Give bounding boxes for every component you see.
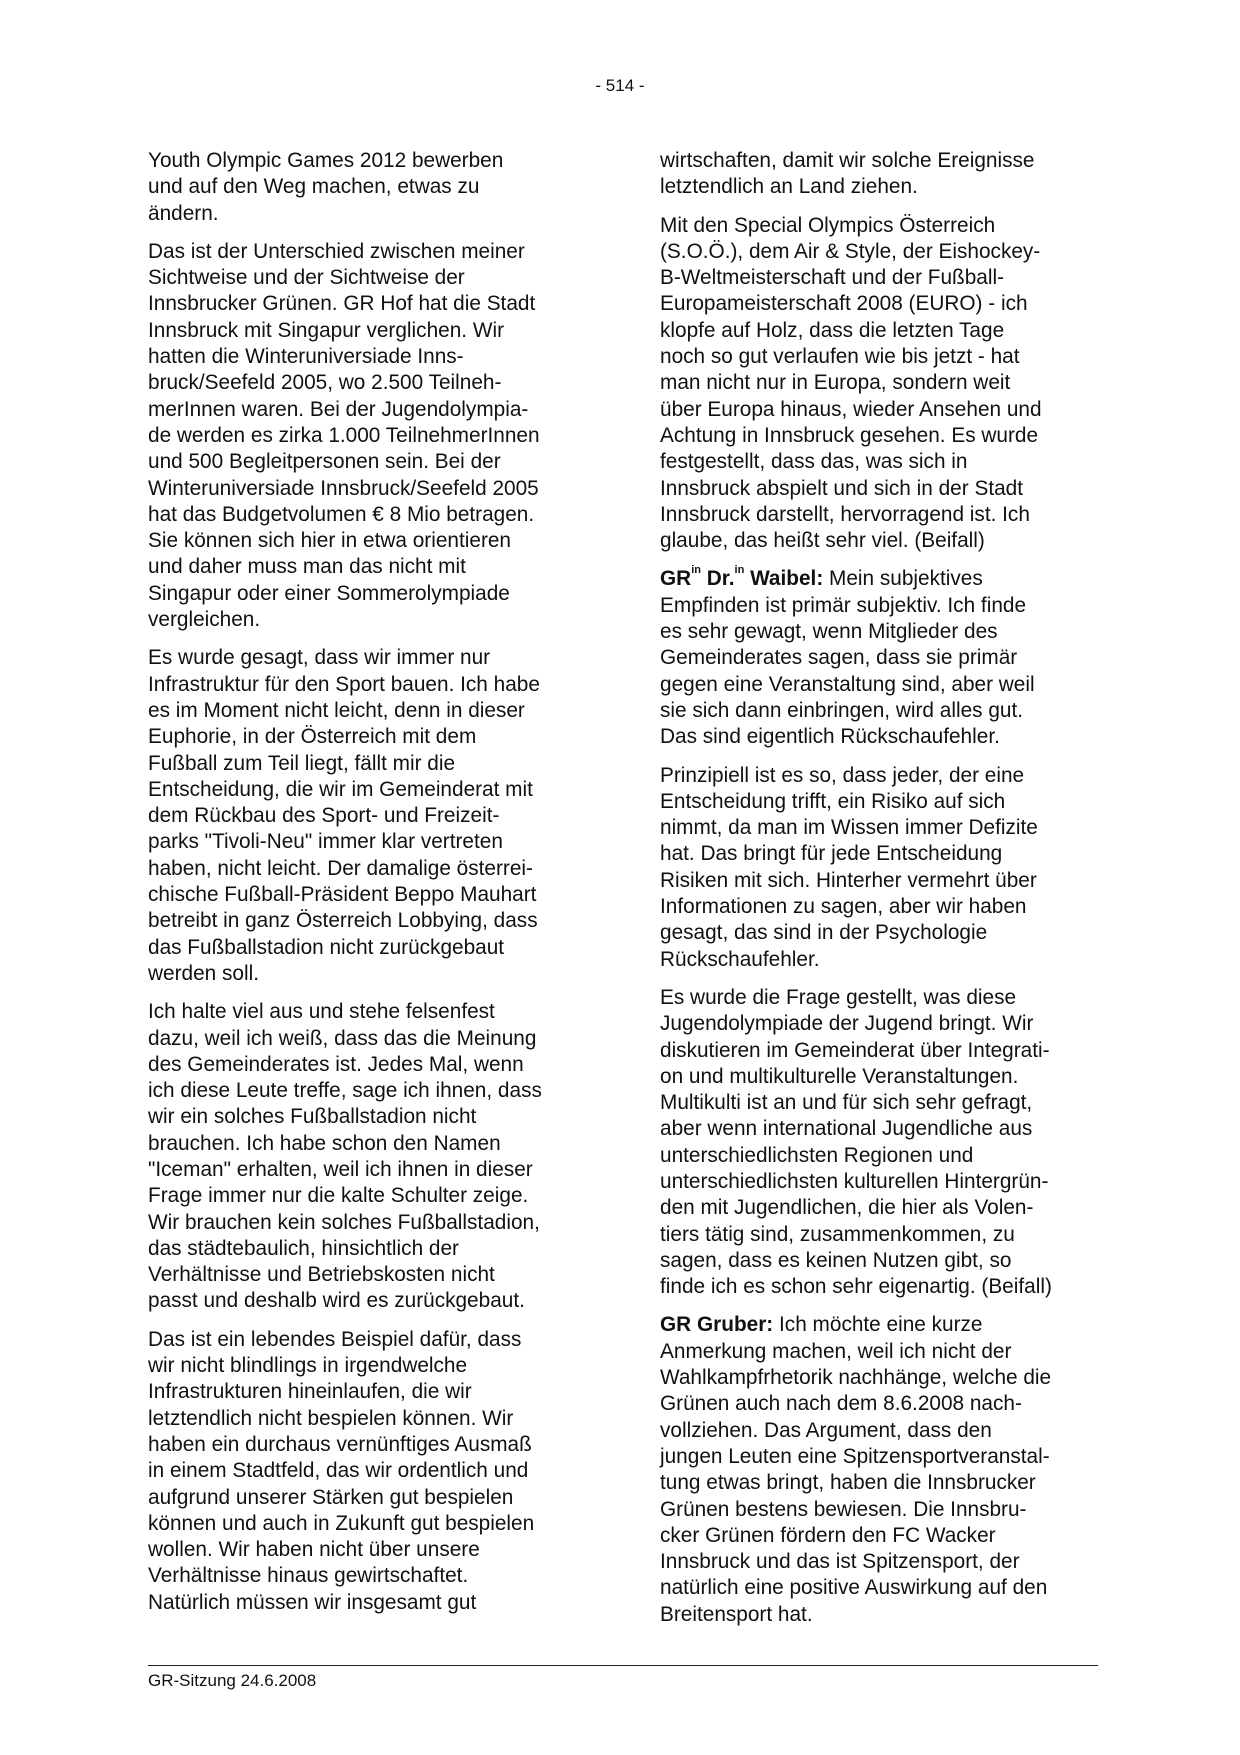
text-line: Fußball zum Teil liegt, fällt mir die [148,751,456,775]
text-line: brauchen. Ich habe schon den Namen [148,1131,501,1155]
text-line: in einem Stadtfeld, das wir ordentlich und [148,1459,529,1483]
speaker-paragraph-gruber [660,1312,1100,1628]
text-line: Jugendolympiade der Jugend bringt. Wir [660,1012,1034,1036]
text-line: Empfinden ist primär subjektiv. Ich finde [660,593,1027,617]
text-line: Anmerkung machen, weil ich nicht der [660,1339,1012,1363]
text-line: Grünen bestens bewiesen. Die Innsbru- [660,1497,1027,1521]
text-line: Achtung in Innsbruck gesehen. Es wurde [660,423,1039,447]
speaker-name: GR Gruber: [660,1313,774,1337]
paragraph-lines [660,593,1100,751]
text-line: sagen, dass es keinen Nutzen gibt, so [660,1248,1012,1272]
text-line: wollen. Wir haben nicht über unsere [148,1538,480,1562]
text-line: aber wenn international Jugendliche aus [660,1117,1033,1141]
text-line: unterschiedlichsten kulturellen Hintergrün- [660,1169,1049,1193]
text-line: wir nicht blindlings in irgendwelche [148,1354,468,1378]
text-line: Wir brauchen kein solches Fußballstadion, [148,1210,540,1234]
text-line: Risiken mit sich. Hinterher vermehrt über [660,868,1037,892]
page-number: - 514 - [595,76,645,95]
footer-divider [148,1665,1098,1666]
text-line: Prinzipiell ist es so, dass jeder, der eine [660,763,1025,787]
text-line: de werden es zirka 1.000 TeilnehmerInnen [148,423,540,447]
text-line: Sichtweise und der Sichtweise der [148,266,465,290]
paragraph [660,148,1100,201]
text-line: Entscheidung trifft, ein Risiko auf sich [660,789,1006,813]
text-line: gegen eine Veranstaltung sind, aber weil [660,672,1035,696]
text-line: Euphorie, in der Österreich mit dem [148,725,477,749]
text-line: Gemeinderates sagen, dass sie primär [660,646,1018,670]
footer-text: GR-Sitzung 24.6.2008 [148,1671,317,1690]
text-line: Innsbruck und das ist Spitzensport, der [660,1550,1020,1574]
text-line: bruck/Seefeld 2005, wo 2.500 Teilneh- [148,371,502,395]
text-line: gesagt, das sind in der Psychologie [660,921,988,945]
text-line: Mit den Special Olympics Österreich [660,213,996,237]
text-line: Sie können sich hier in etwa orientieren [148,529,512,553]
speaker-paragraph-waibel [660,566,1100,750]
text-line: haben ein durchaus vernünftiges Ausmaß [148,1432,532,1456]
text-line: Es wurde gesagt, dass wir immer nur [148,646,491,670]
text-line: on und multikulturelle Veranstaltungen. [660,1064,1019,1088]
text-line: Infrastruktur für den Sport bauen. Ich habe [148,672,540,696]
text-line: Entscheidung, die wir im Gemeinderat mit [148,777,533,801]
text-line: Innsbruck abspielt und sich in der Stadt [660,476,1024,500]
text-line: des Gemeinderates ist. Jedes Mal, wenn [148,1052,524,1076]
text-line: Informationen zu sagen, aber wir haben [660,895,1027,919]
text-line: B-Weltmeisterschaft und der Fußball- [660,266,1005,290]
text-line: noch so gut verlaufen wie bis jetzt - hat [660,345,1020,369]
text-line: Innsbrucker Grünen. GR Hof hat die Stadt [148,292,536,316]
text-line: $GR^{in}$ Dr.$^{in}$ Waibel: Mein subjektives [660,564,983,591]
text-line: letztendlich nicht bespielen können. Wir [148,1406,514,1430]
text-line: passt und deshalb wird es zurückgebaut. [148,1289,525,1313]
text-line: tiers tätig sind, zusammenkommen, zu [660,1222,1015,1246]
text-line: nimmt, da man im Wissen immer Defizite [660,816,1038,840]
text-line: "Iceman" erhalten, weil ich ihnen in dieser [148,1157,533,1181]
text-line: tung etwas bringt, haben die Innsbrucker [660,1471,1036,1495]
text-line: Rückschaufehler. [660,947,820,971]
text-line: glaube, das heißt sehr viel. (Beifall) [660,529,985,553]
text-line: Ich halte viel aus und stehe felsenfest [148,1000,495,1024]
right-column [660,148,1100,1640]
text-line: Winteruniversiade Innsbruck/Seefeld 2005 [148,476,539,500]
paragraph [148,645,588,987]
text-line: das Fußballstadion nicht zurückgebaut [148,935,505,959]
text-line: Wahlkampfrhetorik nachhänge, welche die [660,1366,1052,1390]
paragraph [660,985,1100,1301]
text-line: Das ist der Unterschied zwischen meiner [148,239,525,263]
text-line: jungen Leuten eine Spitzensportveranstal- [660,1444,1050,1468]
text-line: Infrastrukturen hineinlaufen, die wir [148,1380,472,1404]
text-line: man nicht nur in Europa, sondern weit [660,371,1011,395]
text-line: cker Grünen fördern den FC Wacker [660,1523,996,1547]
text-line: Singapur oder einer Sommerolympiade [148,581,510,605]
text-line: Grünen auch nach dem 8.6.2008 nach- [660,1392,1022,1416]
text-line: Innsbruck mit Singapur verglichen. Wir [148,318,504,342]
text-line: Verhältnisse und Betriebskosten nicht [148,1263,495,1287]
paragraph [148,148,588,227]
text-line: natürlich eine positive Auswirkung auf den [660,1576,1048,1600]
text-line: klopfe auf Holz, dass die letzten Tage [660,318,1005,342]
left-column [148,148,588,1628]
text-line: Multikulti ist an und für sich sehr gefragt, [660,1091,1033,1115]
text-line: Europameisterschaft 2008 (EURO) - ich [660,292,1028,316]
text-line: ich diese Leute treffe, sage ich ihnen, dass [148,1079,542,1103]
text-line: dazu, weil ich weiß, dass das die Meinung [148,1026,537,1050]
speaker-name: $GR^{in}$ Dr.$^{in}$ Waibel: [660,564,824,591]
text-line: haben, nicht leicht. Der damalige österrei- [148,856,533,880]
text-line: unterschiedlichsten Regionen und [660,1143,974,1167]
text-line: den mit Jugendlichen, die hier als Volen- [660,1196,1034,1220]
text-line: Das sind eigentlich Rückschaufehler. [660,725,1000,749]
text-line: letztendlich an Land ziehen. [660,175,918,199]
paragraph [660,213,1100,555]
text-line: werden soll. [148,961,259,985]
text-line: Natürlich müssen wir insgesamt gut [148,1590,477,1614]
paragraph-lines [660,1339,1100,1628]
text-line: Breitensport hat. [660,1602,813,1626]
text-line: und auf den Weg machen, etwas zu [148,175,480,199]
text-line: sie sich dann einbringen, wird alles gut. [660,698,1024,722]
text-line: finde ich es schon sehr eigenartig. (Beifall) [660,1275,1052,1299]
text-line: und 500 Begleitpersonen sein. Bei der [148,450,501,474]
text-line: aufgrund unserer Stärken gut bespielen [148,1485,514,1509]
text-line: es sehr gewagt, wenn Mitglieder des [660,620,998,644]
text-line: Youth Olympic Games 2012 bewerben [148,149,504,172]
text-line: über Europa hinaus, wieder Ansehen und [660,397,1042,421]
text-line: das städtebaulich, hinsichtlich der [148,1236,459,1260]
text-line: betreibt in ganz Österreich Lobbying, dass [148,909,538,933]
text-line: Verhältnisse hinaus gewirtschaftet. [148,1564,469,1588]
text-line: diskutieren im Gemeinderat über Integrati- [660,1038,1050,1062]
text-line: Das ist ein lebendes Beispiel dafür, dass [148,1327,522,1351]
text-line: festgestellt, dass das, was sich in [660,450,968,474]
paragraph [148,999,588,1315]
text-line: (S.O.Ö.), dem Air & Style, der Eishockey- [660,239,1041,263]
text-line: hat. Das bringt für jede Entscheidung [660,842,1003,866]
text-line: wirtschaften, damit wir solche Ereignisse [660,149,1035,172]
text-line: und daher muss man das nicht mit [148,555,466,579]
text-line: Innsbruck darstellt, hervorragend ist. Ich [660,502,1030,526]
text-line: parks "Tivoli-Neu" immer klar vertreten [148,830,503,854]
text-line: wir ein solches Fußballstadion nicht [148,1105,477,1129]
text-line: merInnen waren. Bei der Jugendolympia- [148,397,529,421]
paragraph [148,1327,588,1616]
text-line: chische Fußball-Präsident Beppo Mauhart [148,883,537,907]
text-line: Frage immer nur die kalte Schulter zeige. [148,1184,529,1208]
text-line: GR Gruber: Ich möchte eine kurze [660,1313,983,1337]
text-line: vergleichen. [148,608,261,632]
paragraph [660,763,1100,973]
text-line: es im Moment nicht leicht, denn in dieser [148,698,525,722]
text-line: können und auch in Zukunft gut bespielen [148,1511,535,1535]
text-line: hatten die Winteruniversiade Inns- [148,345,464,369]
paragraph [148,239,588,633]
text-line: vollziehen. Das Argument, dass den [660,1418,992,1442]
text-line: ändern. [148,201,219,225]
text-line: hat das Budgetvolumen € 8 Mio betragen. [148,502,535,526]
text-line: Es wurde die Frage gestellt, was diese [660,985,1017,1009]
text-line: dem Rückbau des Sport- und Freizeit- [148,804,500,828]
